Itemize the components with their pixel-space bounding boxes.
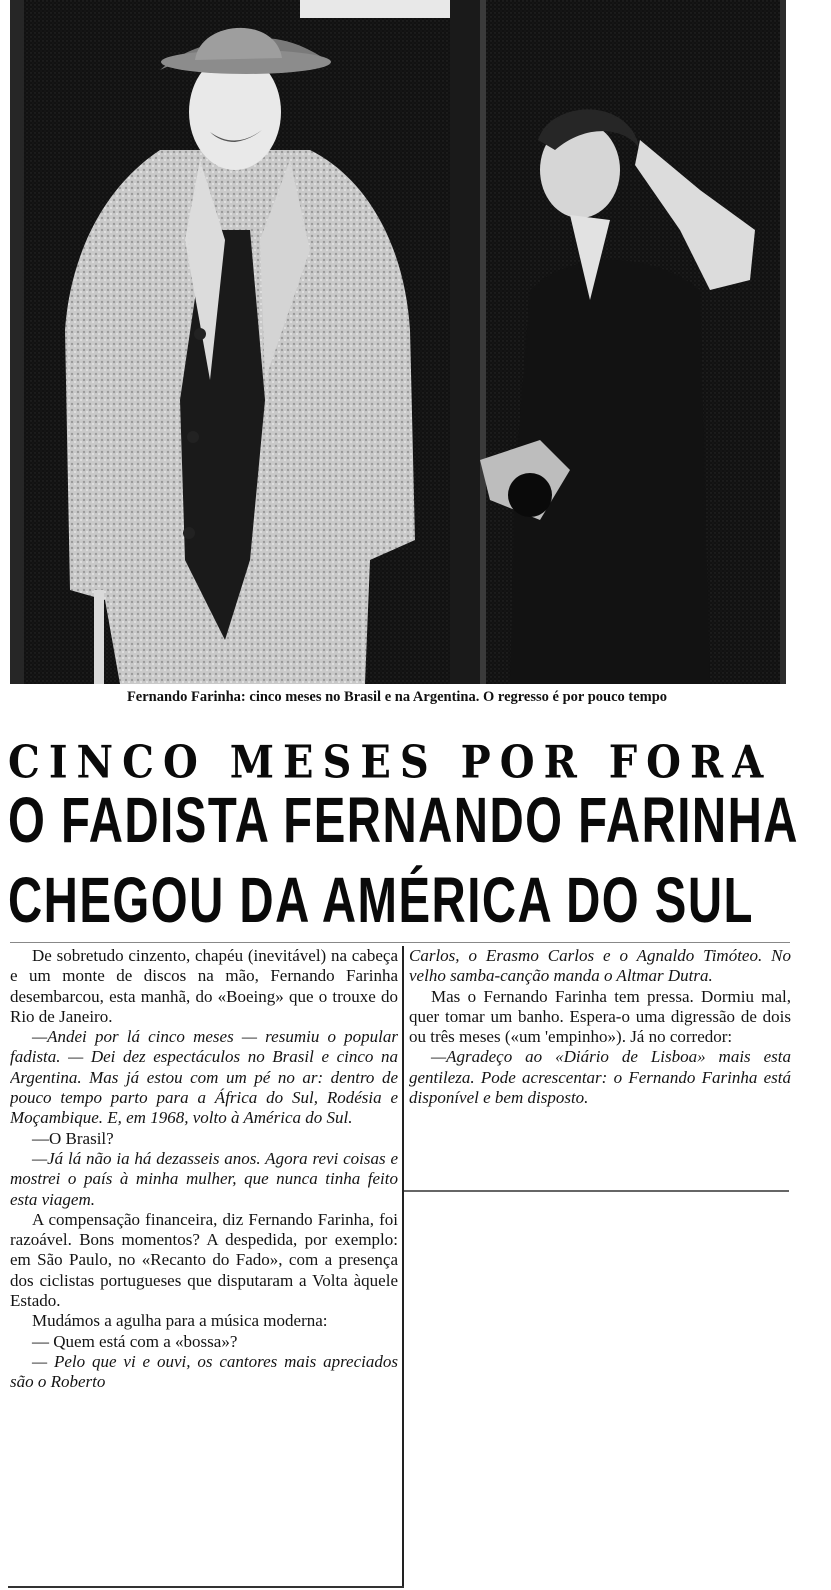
column-divider (402, 946, 404, 1586)
article-paragraph: —Agradeço ao «Diário de Lisboa» mais esta gentileza. Pode acrescentar: o Fernando Farinha está disponível e bem disposto. (409, 1047, 791, 1108)
bottom-rule (8, 1586, 404, 1588)
kicker-headline: CINCO MESES POR FORA (8, 736, 773, 789)
photo-illustration (10, 0, 786, 684)
article-paragraph: — Quem está com a «bossa»? (32, 1331, 238, 1351)
article-column-left (10, 946, 398, 1586)
headline-line-2: CHEGOU DA AMÉRICA DO SUL (8, 864, 754, 936)
photo-caption: Fernando Farinha: cinco meses no Brasil e na Argentina. O regresso é por pouco tempo (126, 689, 668, 705)
article-paragraph: De sobretudo cinzento, chapéu (inevitável) na cabeça e um monte de discos na mão, Fernando Farinha desembarcou, esta manhã, do «Boeing» que o trouxe do Rio de Janeiro. (10, 946, 398, 1026)
article-paragraph: — Pelo que vi e ouvi, os cantores mais apreciados são o Roberto (10, 1351, 398, 1392)
article-paragraph: —Já lá não ia há dezasseis anos. Agora revi coisas e mostrei o país à minha mulher, que nunca tinha feito esta viagem. (10, 1148, 398, 1209)
news-photo (10, 0, 786, 684)
headline-line-1: O FADISTA FERNANDO FARINHA (8, 784, 799, 856)
article-paragraph: Carlos, o Erasmo Carlos e o Agnaldo Timóteo. No velho samba-canção manda o Altmar Dutra. (409, 946, 791, 986)
article-paragraph: Mudámos a agulha para a música moderna: (32, 1311, 328, 1331)
article-paragraph: Mas o Fernando Farinha tem pressa. Dormiu mal, quer tomar um banho. Espera-o uma digressão de dois ou três meses («um 'empinho»). Já no corredor: (409, 986, 791, 1047)
article-column-right (409, 946, 791, 1186)
column-top-rule (10, 942, 790, 943)
column-end-rule (404, 1190, 789, 1192)
article-paragraph: —Andei por lá cinco meses — resumiu o popular fadista. — Dei dez espectáculos no Brasil e cinco na Argentina. Mas já estou com um pé no ar: dentro de pouco tempo parto para a África do Sul, Rodésia e Moçambique. E, em 1968, volto à América do Sul. (10, 1027, 398, 1128)
article-paragraph: —O Brasil? (32, 1128, 114, 1148)
article-paragraph: A compensação financeira, diz Fernando Farinha, foi razoável. Bons momentos? A despedida, por exemplo: em São Paulo, no «Recanto do Fado», com a presença dos ciclistas portugueses que disputaram a Volta àquele Estado. (10, 1209, 398, 1311)
